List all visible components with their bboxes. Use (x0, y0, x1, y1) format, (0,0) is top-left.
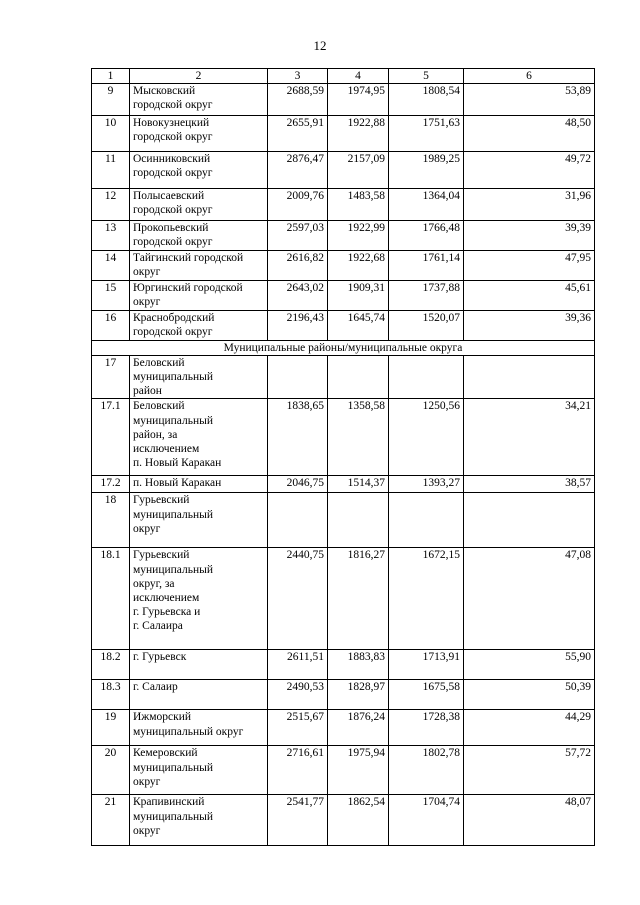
value-col-6: 31,96 (464, 189, 595, 221)
value-col-3: 2009,76 (268, 189, 328, 221)
value-col-4 (328, 493, 389, 548)
row-number: 19 (92, 710, 130, 746)
territory-name-line: Полысаевский (133, 190, 205, 203)
table-row (92, 116, 595, 152)
value-col-5: 1675,58 (389, 680, 464, 710)
value-col-4: 1883,83 (328, 650, 389, 680)
row-number: 18.3 (92, 680, 130, 710)
section-title: Муниципальные районы/муниципальные округа (92, 340, 595, 355)
territory-name-line: муниципальный округ (133, 725, 244, 738)
row-number: 13 (92, 221, 130, 251)
value-col-4: 1922,88 (328, 116, 389, 152)
territory-name-line: Тайгинский городской (133, 252, 244, 265)
value-col-4: 1974,95 (328, 84, 389, 116)
value-col-6: 39,39 (464, 221, 595, 251)
value-col-4: 1358,58 (328, 399, 389, 476)
row-number: 17.1 (92, 399, 130, 476)
value-col-4: 1483,58 (328, 189, 389, 221)
territory-name (130, 795, 268, 846)
row-number: 20 (92, 746, 130, 795)
territory-name-line: городской округ (133, 131, 213, 144)
table-row (92, 221, 595, 251)
table-row (92, 746, 595, 795)
territory-name-line: Гурьевский (133, 549, 190, 562)
row-number: 12 (92, 189, 130, 221)
value-col-3: 2440,75 (268, 548, 328, 650)
territory-name (130, 710, 268, 746)
header-row (92, 69, 595, 84)
territory-name-line: п. Новый Каракан (133, 457, 222, 470)
value-col-5: 1808,54 (389, 84, 464, 116)
value-col-6: 47,08 (464, 548, 595, 650)
column-header-4: 4 (328, 69, 389, 84)
value-col-6: 53,89 (464, 84, 595, 116)
value-col-5: 1393,27 (389, 476, 464, 493)
value-col-5: 1989,25 (389, 152, 464, 189)
value-col-3: 2688,59 (268, 84, 328, 116)
row-number: 14 (92, 251, 130, 281)
table-row (92, 251, 595, 281)
table-row (92, 84, 595, 116)
territory-name-line: Крапивинский (133, 796, 205, 809)
territory-name-line: Беловский (133, 400, 185, 413)
value-col-6: 55,90 (464, 650, 595, 680)
territory-name-line: городской округ (133, 236, 213, 249)
value-col-4: 1645,74 (328, 311, 389, 340)
value-col-6: 47,95 (464, 251, 595, 281)
table-row (92, 311, 595, 340)
row-number: 18 (92, 493, 130, 548)
value-col-3: 2490,53 (268, 680, 328, 710)
territory-name (130, 281, 268, 311)
territory-name-line: п. Новый Каракан (133, 477, 222, 490)
value-col-6: 49,72 (464, 152, 595, 189)
column-header-6: 6 (464, 69, 595, 84)
table-row (92, 710, 595, 746)
value-col-5: 1728,38 (389, 710, 464, 746)
value-col-6: 57,72 (464, 746, 595, 795)
territory-name-line: район, за (133, 428, 178, 441)
territory-name-line: округ (133, 522, 161, 535)
territory-name-line: муниципальный (133, 414, 214, 427)
table-row (92, 355, 595, 399)
territory-name (130, 680, 268, 710)
territory-name-line: округ (133, 775, 161, 788)
value-col-6: 44,29 (464, 710, 595, 746)
value-col-4: 1514,37 (328, 476, 389, 493)
territory-name-line: городской округ (133, 99, 213, 112)
value-col-4: 1922,99 (328, 221, 389, 251)
table-row (92, 548, 595, 650)
table-row (92, 650, 595, 680)
row-number: 16 (92, 311, 130, 340)
value-col-5: 1802,78 (389, 746, 464, 795)
territory-name (130, 746, 268, 795)
column-header-2: 2 (130, 69, 268, 84)
territory-name-line: округ (133, 266, 161, 279)
row-number: 18.1 (92, 548, 130, 650)
value-col-5: 1520,07 (389, 311, 464, 340)
territory-name (130, 476, 268, 493)
row-number: 15 (92, 281, 130, 311)
table-row (92, 795, 595, 846)
value-col-4: 1876,24 (328, 710, 389, 746)
column-header-3: 3 (268, 69, 328, 84)
table-row (92, 281, 595, 311)
value-col-3: 2196,43 (268, 311, 328, 340)
value-col-3: 2616,82 (268, 251, 328, 281)
territory-name-line: исключением (133, 592, 200, 605)
value-col-4: 1828,97 (328, 680, 389, 710)
value-col-3: 2716,61 (268, 746, 328, 795)
territory-name (130, 355, 268, 399)
territory-name (130, 84, 268, 116)
value-col-3: 1838,65 (268, 399, 328, 476)
territory-name-line: г. Гурьевска и (133, 606, 201, 619)
table-row (92, 476, 595, 493)
table-row (92, 152, 595, 189)
territory-name-line: округ, за (133, 577, 175, 590)
territory-name-line: Краснобродский (133, 312, 215, 325)
value-col-5 (389, 493, 464, 548)
territory-name-line: городской округ (133, 167, 213, 180)
value-col-3: 2611,51 (268, 650, 328, 680)
value-col-6: 48,50 (464, 116, 595, 152)
value-col-4: 2157,09 (328, 152, 389, 189)
territory-name (130, 493, 268, 548)
value-col-4: 1909,31 (328, 281, 389, 311)
territory-name (130, 251, 268, 281)
value-col-4: 1862,54 (328, 795, 389, 846)
value-col-4: 1922,68 (328, 251, 389, 281)
value-col-5: 1713,91 (389, 650, 464, 680)
territory-name-line: муниципальный (133, 761, 214, 774)
value-col-6: 39,36 (464, 311, 595, 340)
value-col-5: 1704,74 (389, 795, 464, 846)
territory-name (130, 650, 268, 680)
value-col-6 (464, 493, 595, 548)
territory-name-line: округ (133, 824, 161, 837)
territory-name-line: район (133, 385, 162, 398)
value-col-3: 2876,47 (268, 152, 328, 189)
column-header-5: 5 (389, 69, 464, 84)
value-col-3: 2515,67 (268, 710, 328, 746)
row-number: 18.2 (92, 650, 130, 680)
territory-name-line: муниципальный (133, 508, 214, 521)
value-col-3: 2597,03 (268, 221, 328, 251)
value-col-6: 45,61 (464, 281, 595, 311)
section-row (92, 340, 595, 355)
value-col-3 (268, 355, 328, 399)
territory-name (130, 116, 268, 152)
value-col-5: 1766,48 (389, 221, 464, 251)
value-col-6: 34,21 (464, 399, 595, 476)
row-number: 17 (92, 355, 130, 399)
territory-name-line: муниципальный (133, 563, 214, 576)
territory-name-line: исключением (133, 443, 200, 456)
value-col-5: 1751,63 (389, 116, 464, 152)
territory-name (130, 189, 268, 221)
value-col-6: 38,57 (464, 476, 595, 493)
territory-name (130, 311, 268, 340)
value-col-4: 1975,94 (328, 746, 389, 795)
table-row (92, 399, 595, 476)
territory-name-line: Новокузнецкий (133, 117, 210, 130)
territory-name-line: Прокопьевский (133, 222, 209, 235)
page-number: 12 (313, 38, 327, 53)
value-col-5: 1672,15 (389, 548, 464, 650)
table-row (92, 493, 595, 548)
tariff-table (91, 68, 595, 846)
table-body (92, 69, 595, 846)
row-number: 10 (92, 116, 130, 152)
table-row (92, 680, 595, 710)
row-number: 21 (92, 795, 130, 846)
value-col-3: 2541,77 (268, 795, 328, 846)
territory-name (130, 221, 268, 251)
row-number: 11 (92, 152, 130, 189)
territory-name-line: Кемеровский (133, 747, 198, 760)
value-col-5 (389, 355, 464, 399)
territory-name-line: г. Салаира (133, 620, 183, 633)
territory-name-line: г. Гурьевск (133, 651, 187, 664)
territory-name-line: городской округ (133, 326, 213, 339)
territory-name-line: Ижморский (133, 711, 192, 724)
value-col-5: 1737,88 (389, 281, 464, 311)
table-row (92, 189, 595, 221)
value-col-5: 1250,56 (389, 399, 464, 476)
territory-name-line: муниципальный (133, 810, 214, 823)
row-number: 17.2 (92, 476, 130, 493)
value-col-6: 48,07 (464, 795, 595, 846)
value-col-6 (464, 355, 595, 399)
value-col-5: 1364,04 (389, 189, 464, 221)
value-col-3: 2046,75 (268, 476, 328, 493)
territory-name-line: Осинниковский (133, 153, 211, 166)
value-col-3 (268, 493, 328, 548)
territory-name (130, 152, 268, 189)
territory-name-line: округ (133, 296, 161, 309)
territory-name-line: Гурьевский (133, 494, 190, 507)
territory-name (130, 399, 268, 476)
territory-name-line: Беловский (133, 356, 185, 369)
value-col-6: 50,39 (464, 680, 595, 710)
territory-name-line: городской округ (133, 204, 213, 217)
value-col-4 (328, 355, 389, 399)
territory-name-line: муниципальный (133, 371, 214, 384)
territory-name-line: Юргинский городской (133, 282, 243, 295)
value-col-5: 1761,14 (389, 251, 464, 281)
territory-name (130, 548, 268, 650)
territory-name-line: г. Салаир (133, 681, 178, 694)
value-col-4: 1816,27 (328, 548, 389, 650)
value-col-3: 2643,02 (268, 281, 328, 311)
value-col-3: 2655,91 (268, 116, 328, 152)
column-header-1: 1 (92, 69, 130, 84)
territory-name-line: Мысковский (133, 85, 196, 98)
row-number: 9 (92, 84, 130, 116)
